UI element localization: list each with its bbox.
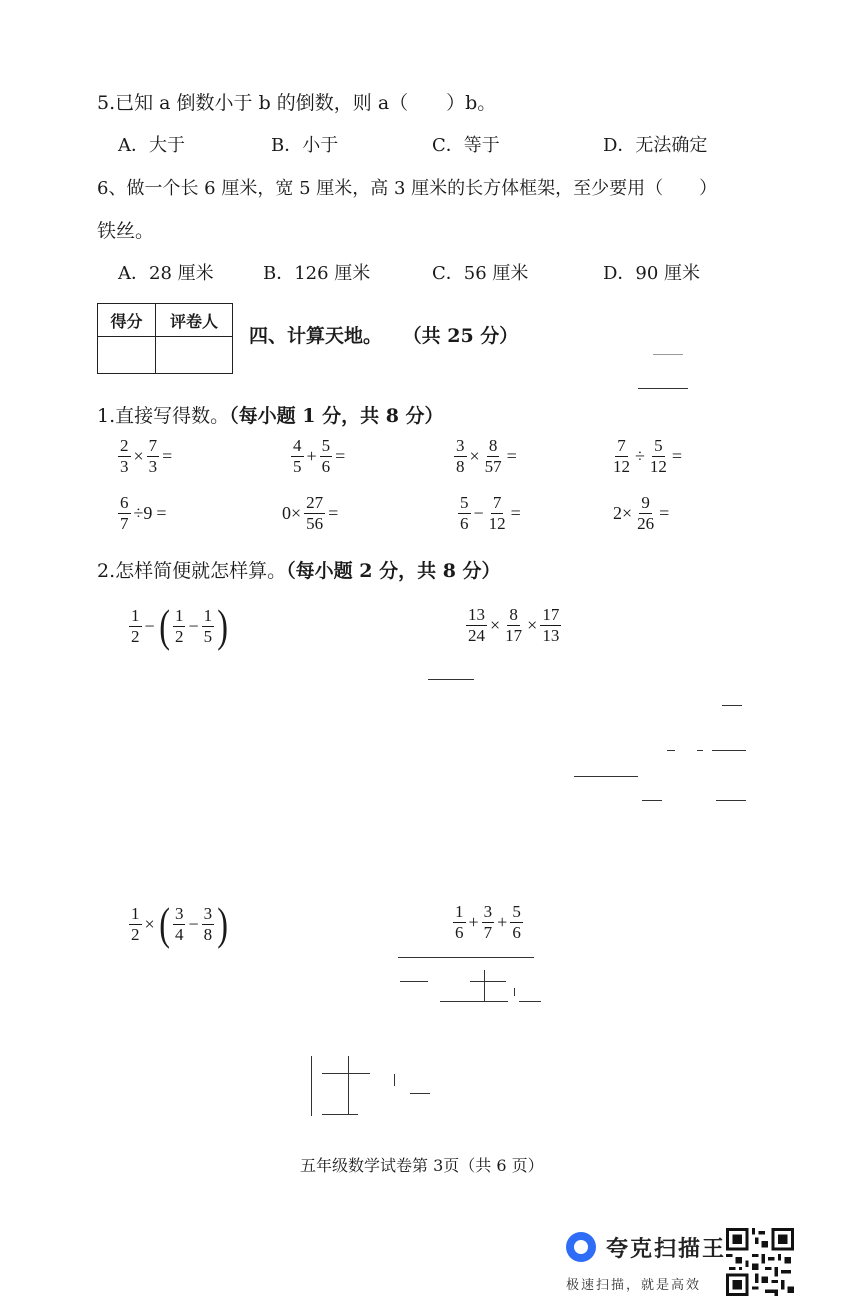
sub1-heading [97,401,444,428]
simplify-problem-4: $\frac{1}{6}$ + $\frac{3}{7}$ + $\frac{5}{6}$ [455,902,521,942]
sub2-heading [97,556,501,583]
section-4-points: （共 25 分） [402,325,519,347]
question-6-stem-cont: 铁丝。 [97,220,155,242]
q6-option-b: B．126 厘米 [263,263,371,284]
sub2-title: 2.怎样简便就怎样算。 [97,560,287,582]
q5-option-b: B．小于 [271,135,339,156]
question-5-stem: 5.已知 a 倒数小于 b 的倒数，则 a（ ）b。 [97,92,497,114]
scanner-logo-icon [566,1232,596,1262]
page-footer: 五年级数学试卷第 3页（共 6 页） [300,1156,544,1175]
q5-option-d: D．无法确定 [603,135,708,156]
score-cell[interactable] [98,337,156,374]
q5-option-c: C．等于 [432,135,500,156]
qr-code-icon [726,1228,794,1296]
simplify-problem-2: $\frac{13}{24}$ × $\frac{8}{17}$ × $\frac{17}{13}$ [468,605,560,645]
calc-item-3: $\frac{3}{8}$ × $\frac{8}{57}$ = [456,436,517,476]
question-6-stem: 6、做一个长 6 厘米，宽 5 厘米，高 3 厘米的长方体框架，至少要用（ ） [97,178,718,199]
sub1-note: （每小题 1 分，共 8 分） [229,405,444,427]
score-table [97,303,233,374]
grader-label: 评卷人 [156,304,233,337]
calc-item-7: $\frac{5}{6}$ − $\frac{7}{12}$ = [460,493,521,533]
calc-item-8: 2× $\frac{9}{26}$ = [613,493,670,533]
simplify-problem-3: $\frac{1}{2}$ × ( $\frac{3}{4}$ − $\frac{3}{8}$ ) [131,898,229,949]
q6-option-d: D．90 厘米 [603,263,701,284]
watermark-title: 夸克扫描王 [606,1237,727,1262]
simplify-problem-1: $\frac{1}{2}$ − ( $\frac{1}{2}$ − $\frac{1}{5}$ ) [131,600,229,651]
section-4-title [249,321,518,348]
q6-option-c: C．56 厘米 [432,263,529,284]
calc-item-5: $\frac{6}{7}$ ÷9 = [120,493,167,533]
sub2-note: （每小题 2 分，共 8 分） [286,560,501,582]
grader-cell[interactable] [156,337,233,374]
q5-option-a: A．大于 [118,135,185,156]
calc-item-4: $\frac{7}{12}$ ÷ $\frac{5}{12}$ = [613,436,683,476]
score-label: 得分 [98,304,156,337]
sub1-title: 1.直接写得数。 [97,405,230,427]
calc-item-6: 0× $\frac{27}{56}$ = [282,493,339,533]
q6-option-a: A．28 厘米 [118,263,214,284]
section-4-title-text: 四、计算天地。 [249,325,383,347]
watermark-subtitle: 极速扫描，就是高效 [566,1278,702,1293]
calc-item-2: $\frac{4}{5}$ + $\frac{5}{6}$ = [293,436,346,476]
calc-item-1: $\frac{2}{3}$ × $\frac{7}{3}$ = [120,436,173,476]
